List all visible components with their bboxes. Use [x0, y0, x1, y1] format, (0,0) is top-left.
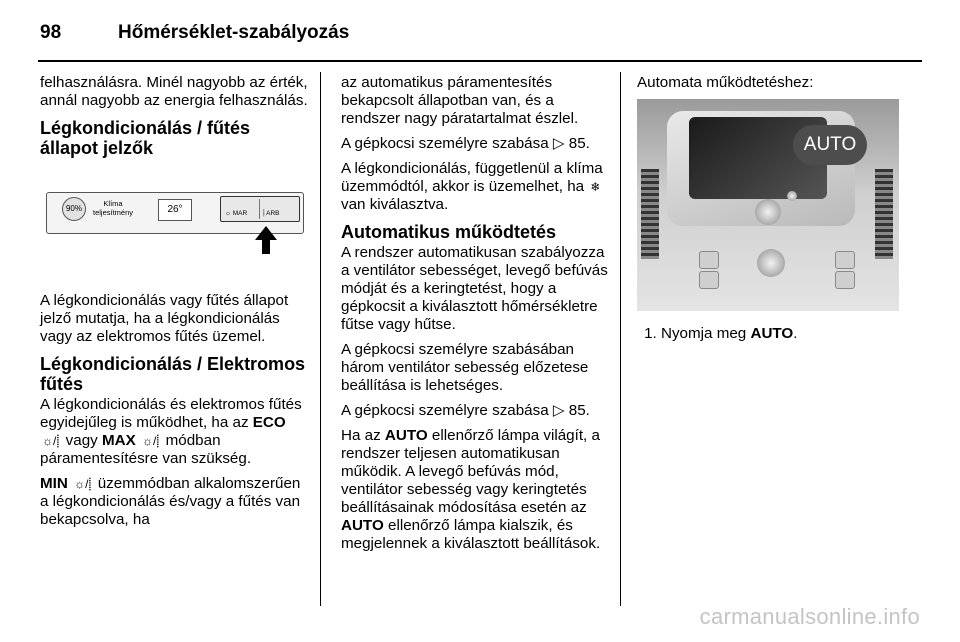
section-heading: Légkondicionálás / fűtés állapot jelzők: [40, 118, 251, 158]
temperature-knob: [757, 249, 785, 277]
section-heading: Légkondicionálás / Elektromos fűtés: [40, 354, 306, 394]
min-label: MIN: [40, 475, 68, 492]
auto-button: [787, 191, 797, 201]
eco-label: ECO: [252, 414, 286, 431]
status-indicator-figure: [40, 166, 308, 276]
cross-reference: A gépkocsi személyre szabása ▷ 85.: [341, 135, 590, 152]
paragraph: MIN ☼/⸽ üzemmódban alkalomszerűen a légkondicionálás és/vagy a fűtés van bekapcsolva, ha: [40, 475, 301, 528]
air-vent: [875, 169, 893, 259]
auto-label: AUTO: [341, 517, 384, 534]
paragraph: felhasználásra. Minél nagyobb az érték, annál nagyobb az energia felhasználás.: [40, 74, 308, 109]
arb-label: ⸽ ARB: [263, 210, 280, 217]
volume-knob: [755, 199, 781, 225]
mar-label: ☼ MAR: [225, 210, 248, 217]
column-3: [637, 74, 903, 343]
paragraph: A légkondicionálás vagy fűtés állapot jelző mutatja, ha a légkondicionálás vagy az elektromos fűtés üzemel.: [40, 292, 289, 345]
snowflake-icon: ❄: [590, 180, 601, 194]
ac-heat-icon: ☼/⸽: [141, 434, 160, 448]
column-1: [40, 74, 308, 536]
page-title: Hőmérséklet-szabályozás: [118, 22, 350, 43]
page-number: 98: [40, 22, 62, 43]
console-button: [835, 271, 855, 289]
mode-indicator-box: [220, 196, 300, 222]
paragraph: A rendszer automatikusan szabályozza a ventilátor sebességet, levegő befúvás módját és a keringtetést, hogy a gépkocsit a kiválasztott hőmérsékletre fűtse vagy hűtse.: [341, 244, 608, 333]
fan-percent-badge: 90%: [62, 197, 86, 221]
air-vent: [641, 169, 659, 259]
arrow-up-icon: [255, 226, 277, 240]
paragraph: A légkondicionálás, függetlenül a klíma üzemmódtól, akkor is üzemelhet, ha ❄ van kiválasztva.: [341, 160, 603, 213]
console-button: [699, 251, 719, 269]
ac-heat-icon: ☼/⸽: [74, 477, 92, 491]
paragraph: A légkondicionálás és elektromos fűtés egyidejűleg is működhet, ha az ECO ☼/⸽ vagy MAX ☼/⸽ módban páramentesítésre van szükség.: [40, 396, 302, 467]
step-list: [637, 325, 903, 343]
column-divider-2: [620, 72, 621, 606]
temperature-readout: 26°: [158, 199, 192, 221]
step-item: 1. Nyomja meg AUTO.: [661, 325, 903, 343]
page-header: [40, 22, 349, 44]
section-heading: Automatikus működtetés: [341, 222, 557, 242]
dashboard-photo: [637, 99, 899, 311]
paragraph: Automata működtetéshez:: [637, 74, 814, 91]
cross-reference: A gépkocsi személyre szabása ▷ 85.: [341, 402, 590, 419]
console-button: [835, 251, 855, 269]
watermark: carmanualsonline.info: [699, 604, 920, 629]
auto-callout: AUTO: [793, 125, 867, 165]
column-divider-1: [320, 72, 321, 606]
paragraph: A gépkocsi személyre szabásában három ventilátor sebesség előzetese beállítása is lehetséges.: [341, 341, 589, 394]
ac-heat-icon: ☼/⸽: [42, 434, 60, 448]
column-2: [341, 74, 609, 560]
paragraph: az automatikus páramentesítés bekapcsolt állapotban van, és a rendszer nagy páratartalmat észlel.: [341, 74, 579, 127]
auto-label: AUTO: [384, 427, 428, 444]
climate-power-label: Klíma teljesítmény: [92, 199, 134, 217]
paragraph: Ha az AUTO ellenőrző lámpa világít, a rendszer teljesen automatikusan működik. A levegő befúvás mód, ventilátor sebesség vagy keringtetés beállításainak módosítása esetén az AUTO ellenőrző lámpa kialszik, és megjelennek a kiválasztott beállítások.: [341, 427, 601, 552]
arrow-stem: [262, 239, 270, 254]
max-label: MAX: [101, 432, 136, 449]
header-rule: [38, 60, 922, 62]
console-button: [699, 271, 719, 289]
